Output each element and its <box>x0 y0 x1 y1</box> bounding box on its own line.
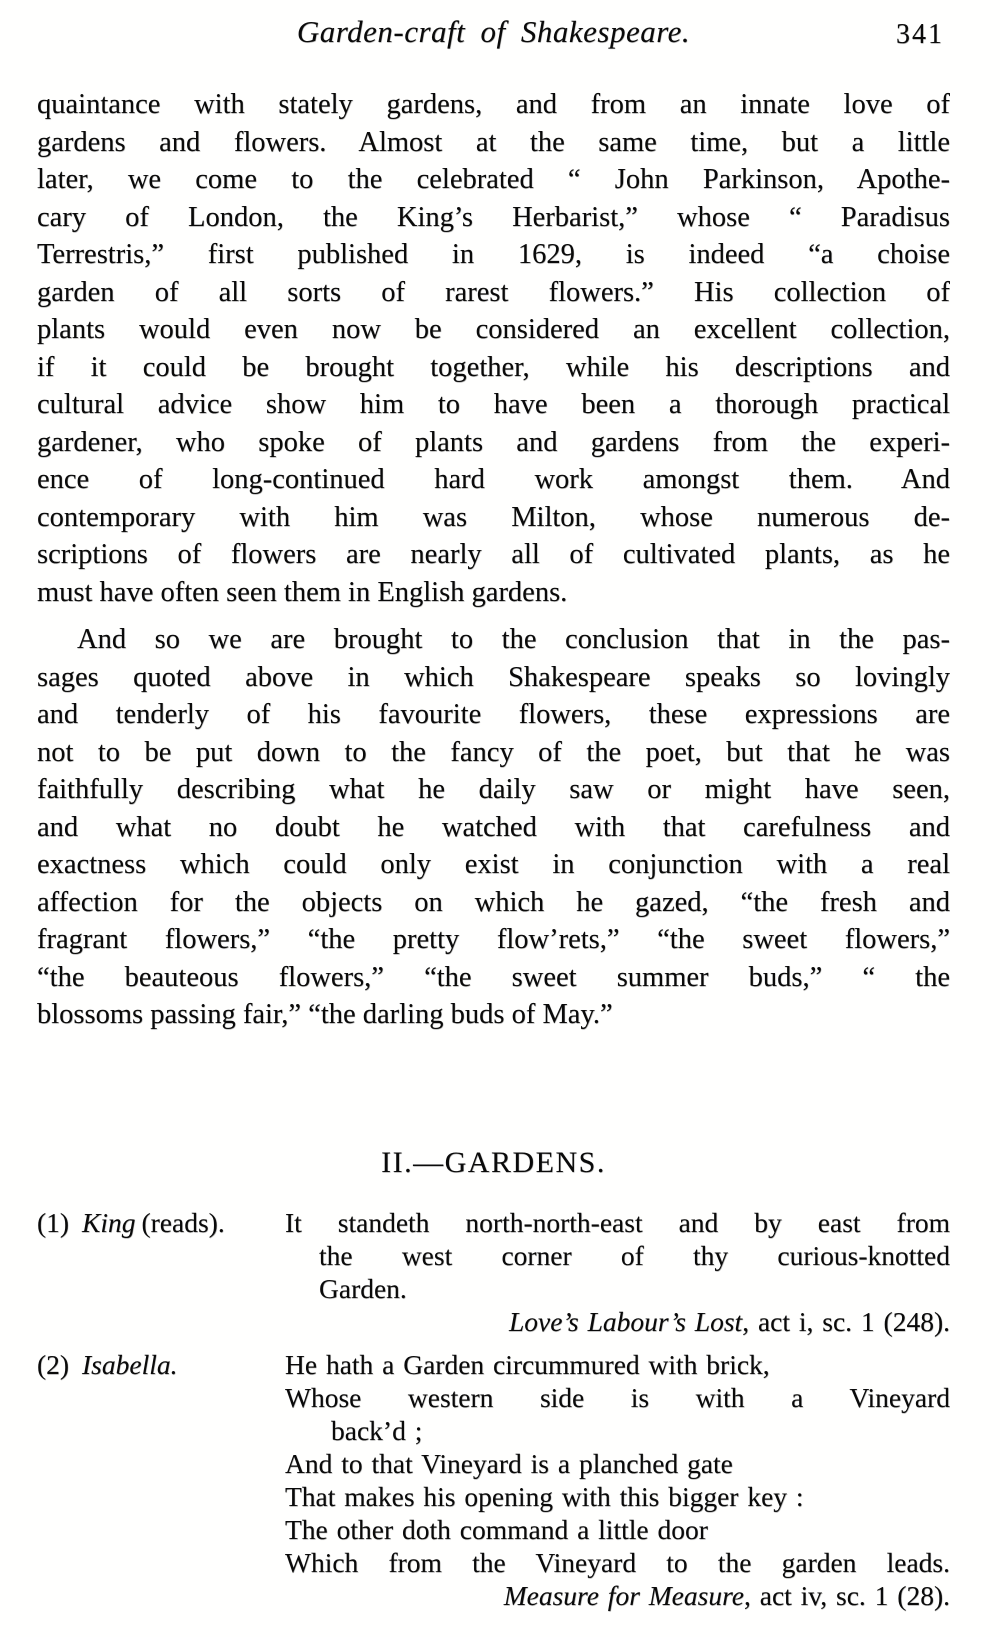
text-line: cary of London, the King’s Herbarist,” whose “ Paradisus <box>37 201 950 233</box>
quote-line: The other doth command a little door <box>285 1514 708 1545</box>
quote-label <box>37 1348 183 1381</box>
speaker-name: Isabella. <box>82 1349 178 1380</box>
text-line: blossoms passing fair,” “the darling buds of May.” <box>37 999 613 1030</box>
body-text <box>37 86 950 1034</box>
text-line: later, we come to the celebrated “ John Parkinson, Apothe- <box>37 164 950 195</box>
text-line: “the beauteous flowers,” “the sweet summer buds,” “ the <box>37 961 950 993</box>
text-line: garden of all sorts of rarest flowers.” His collection of <box>37 276 950 308</box>
quote-line: Which from the Vineyard to the garden leads. <box>285 1547 950 1578</box>
quote-number: (1) <box>37 1207 70 1238</box>
text-line: cultural advice show him to have been a thorough practical <box>37 389 950 420</box>
running-title: Garden-craft of Shakespeare. <box>296 14 691 49</box>
quote-line: back’d ; <box>331 1415 423 1446</box>
citation <box>285 1305 950 1338</box>
quotation-entry <box>37 1206 950 1338</box>
citation-reference: , act i, sc. 1 (248). <box>742 1306 950 1337</box>
text-line: quaintance with stately gardens, and from an innate love of <box>37 89 950 120</box>
quote-label <box>37 1206 225 1239</box>
quote-number: (2) <box>37 1349 70 1380</box>
citation-play-title: Measure for Measure <box>503 1580 744 1611</box>
quote-line: He hath a Garden circummured with brick, <box>285 1349 770 1380</box>
text-line: not to be put down to the fancy of the poet, but that he was <box>37 736 950 768</box>
text-line: affection for the objects on which he gazed, “the fresh and <box>37 886 950 918</box>
quotation-list <box>37 1206 950 1612</box>
citation-play-title: Love’s Labour’s Lost <box>508 1306 743 1337</box>
quote-line: the west corner of thy curious-knotted <box>319 1240 950 1271</box>
speaker-note: (reads). <box>141 1207 225 1238</box>
quote-line: That makes his opening with this bigger key : <box>285 1481 804 1512</box>
text-line: faithfully describing what he daily saw or might have seen, <box>37 774 950 805</box>
quote-line: It standeth north-north-east and by east from <box>285 1207 950 1238</box>
citation-reference: , act iv, sc. 1 (28). <box>743 1580 950 1611</box>
text-line: fragrant flowers,” “the pretty flow’rets,” “the sweet flowers,” <box>37 924 950 955</box>
quote-content <box>285 1206 950 1338</box>
text-line: scriptions of flowers are nearly all of cultivated plants, as he <box>37 539 950 570</box>
text-line: And so we are brought to the conclusion that in the pas- <box>77 624 950 655</box>
quote-line: And to that Vineyard is a planched gate <box>285 1448 733 1479</box>
text-line: must have often seen them in English gardens. <box>37 576 568 608</box>
citation <box>285 1579 950 1612</box>
section-heading: II.—GARDENS. <box>381 1146 606 1179</box>
text-line: ence of long-continued hard work amongst them. And <box>37 464 950 495</box>
text-line: Terrestris,” first published in 1629, is indeed “a choise <box>37 239 950 270</box>
quote-lines <box>285 1348 950 1579</box>
text-line: gardens and flowers. Almost at the same time, but a little <box>37 126 950 158</box>
text-line: and tenderly of his favourite flowers, these expressions are <box>37 699 950 730</box>
paragraph <box>37 621 950 1034</box>
quote-content <box>285 1348 950 1612</box>
quote-line: Garden. <box>319 1273 407 1304</box>
text-line: if it could be brought together, while his descriptions and <box>37 351 950 383</box>
quotation-entry <box>37 1348 950 1612</box>
speaker-name: King <box>82 1207 136 1238</box>
page-number: 341 <box>896 19 944 50</box>
text-line: exactness which could only exist in conjunction with a real <box>37 849 950 880</box>
page-header <box>37 14 950 62</box>
text-line: and what no doubt he watched with that carefulness and <box>37 811 950 843</box>
text-line: gardener, who spoke of plants and gardens from the experi- <box>37 426 950 458</box>
paragraph <box>37 86 950 611</box>
quote-line: Whose western side is with a Vineyard <box>285 1382 950 1413</box>
quote-lines <box>285 1206 950 1305</box>
text-line: plants would even now be considered an excellent collection, <box>37 314 950 345</box>
text-line: contemporary with him was Milton, whose numerous de- <box>37 501 950 533</box>
text-line: sages quoted above in which Shakespeare speaks so lovingly <box>37 661 950 693</box>
